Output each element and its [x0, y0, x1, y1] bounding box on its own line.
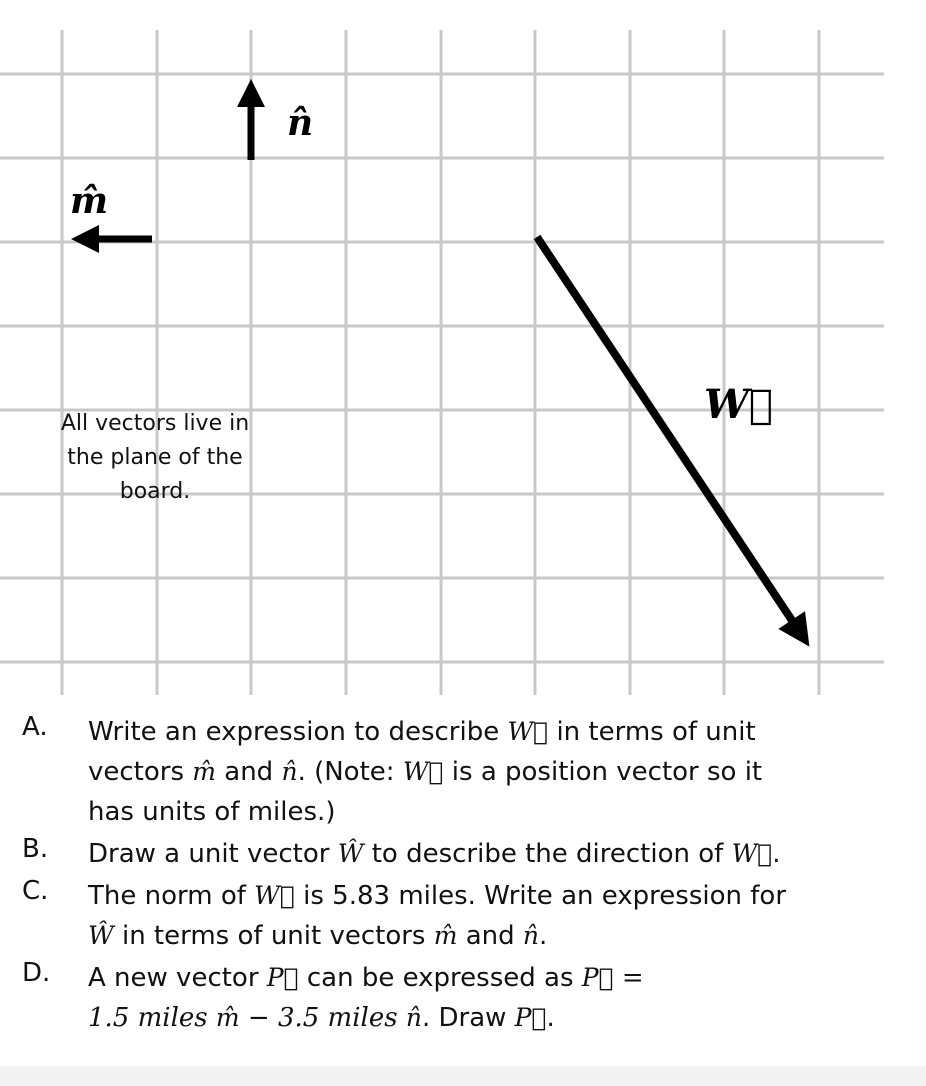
- symbol-W-hat: Ŵ: [88, 921, 114, 950]
- question-text: has units of miles.): [88, 797, 336, 827]
- question-letter: C.: [22, 876, 49, 906]
- label-m: m̂: [70, 180, 109, 222]
- question-text: .: [546, 1003, 555, 1033]
- question-text: .: [772, 839, 781, 869]
- question-letter: A.: [22, 712, 48, 742]
- question-d: [18, 958, 918, 1038]
- question-text: =: [613, 963, 644, 993]
- label-n: n̂: [287, 102, 314, 144]
- question-a: [18, 712, 918, 832]
- symbol-P: P⃗: [581, 963, 614, 992]
- symbol-W: W⃗: [254, 881, 295, 910]
- question-text: Write an expression to describe: [88, 717, 508, 747]
- symbol-W: W⃗: [402, 757, 444, 786]
- math-expression: 1.5 miles: [88, 1003, 216, 1033]
- grid: [0, 30, 884, 695]
- question-text: can be expressed as: [298, 963, 582, 993]
- plane-note: [30, 407, 280, 509]
- symbol-n: n̂: [522, 921, 540, 950]
- symbol-m: m̂: [192, 757, 216, 786]
- question-letter: B.: [22, 834, 49, 864]
- symbol-n: n̂: [405, 1003, 422, 1032]
- question-text: The norm of: [88, 881, 255, 911]
- symbol-W: W⃗: [731, 839, 773, 868]
- math-expression: − 3.5 miles: [239, 1003, 406, 1033]
- note-line: All vectors live in: [60, 411, 250, 436]
- bottom-band: [0, 1066, 926, 1086]
- question-text: in terms of unit: [548, 717, 756, 747]
- symbol-n: n̂: [281, 757, 298, 786]
- question-text: A new vector: [88, 963, 267, 993]
- vector-W-arrow: [537, 237, 805, 640]
- question-b: [18, 834, 918, 874]
- symbol-P: P⃗: [514, 1003, 547, 1032]
- question-text: in terms of unit vectors: [113, 921, 434, 951]
- question-list: [18, 712, 918, 1040]
- question-text: and: [216, 757, 282, 787]
- label-W: W⃗: [704, 381, 773, 428]
- question-text: Draw a unit vector: [88, 839, 338, 869]
- question-text: is a position vector so it: [443, 757, 763, 787]
- symbol-W-hat: Ŵ: [337, 839, 364, 868]
- question-c: [18, 876, 918, 956]
- question-text: is 5.83 miles. Write an expression for: [294, 881, 787, 911]
- question-letter: D.: [22, 958, 51, 988]
- symbol-m: m̂: [215, 1003, 240, 1032]
- symbol-W: W⃗: [507, 717, 549, 746]
- question-text: vectors: [88, 757, 193, 787]
- question-text: and: [457, 921, 523, 951]
- question-text: . (Note:: [297, 757, 403, 787]
- question-text: to describe the direction of: [363, 839, 732, 869]
- question-text: . Draw: [421, 1003, 515, 1033]
- note-line: board.: [119, 479, 191, 504]
- note-line: the plane of the: [67, 445, 243, 470]
- symbol-m: m̂: [433, 921, 458, 950]
- symbol-P: P⃗: [266, 963, 299, 992]
- question-text: .: [539, 921, 548, 951]
